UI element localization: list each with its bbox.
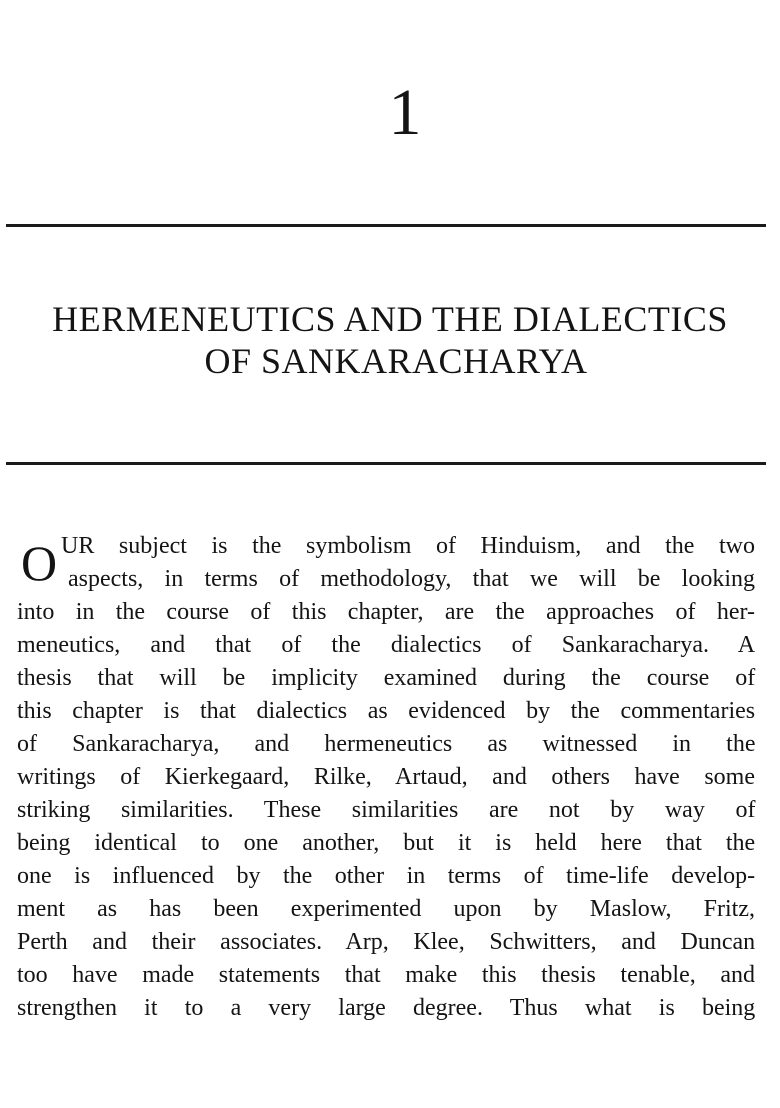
body-line: this chapter is that dialectics as evidenced by the commentaries bbox=[17, 698, 756, 724]
chapter-title-line-1: HERMENEUTICS AND THE DIALECTICS bbox=[52, 299, 728, 339]
chapter-number: 1 bbox=[388, 76, 422, 149]
body-line: Perth and their associates. Arp, Klee, Schwitters, and Duncan bbox=[17, 929, 756, 955]
body-line: into in the course of this chapter, are the approaches of her- bbox=[17, 599, 755, 625]
body-line: writings of Kierkegaard, Rilke, Artaud, and others have some bbox=[17, 764, 755, 790]
body-line: strengthen it to a very large degree. Thus what is being bbox=[17, 995, 756, 1021]
drop-cap: O bbox=[21, 535, 58, 591]
body-line: thesis that will be implicity examined during the course of bbox=[17, 665, 756, 691]
body-line: being identical to one another, but it is held here that the bbox=[17, 830, 756, 856]
body-line: ment as has been experimented upon by Maslow, Fritz, bbox=[17, 896, 755, 922]
body-line-text: UR subject is the symbolism of Hinduism, and the two bbox=[61, 533, 755, 559]
body-line: one is influenced by the other in terms of time-life develop- bbox=[17, 863, 756, 889]
body-line: too have made statements that make this thesis tenable, and bbox=[17, 962, 755, 988]
body-line: aspects, in terms of methodology, that we will be looking bbox=[68, 566, 755, 592]
body-line: of Sankaracharya, and hermeneutics as witnessed in the bbox=[17, 731, 756, 757]
top-divider bbox=[6, 224, 766, 227]
body-line: meneutics, and that of the dialectics of Sankaracharya. A bbox=[17, 632, 756, 658]
body-line: striking similarities. These similarities are not by way of bbox=[17, 797, 756, 823]
bottom-divider bbox=[6, 462, 766, 465]
body-text bbox=[17, 530, 755, 1025]
chapter-title-line-2: OF SANKARACHARYA bbox=[204, 341, 588, 381]
